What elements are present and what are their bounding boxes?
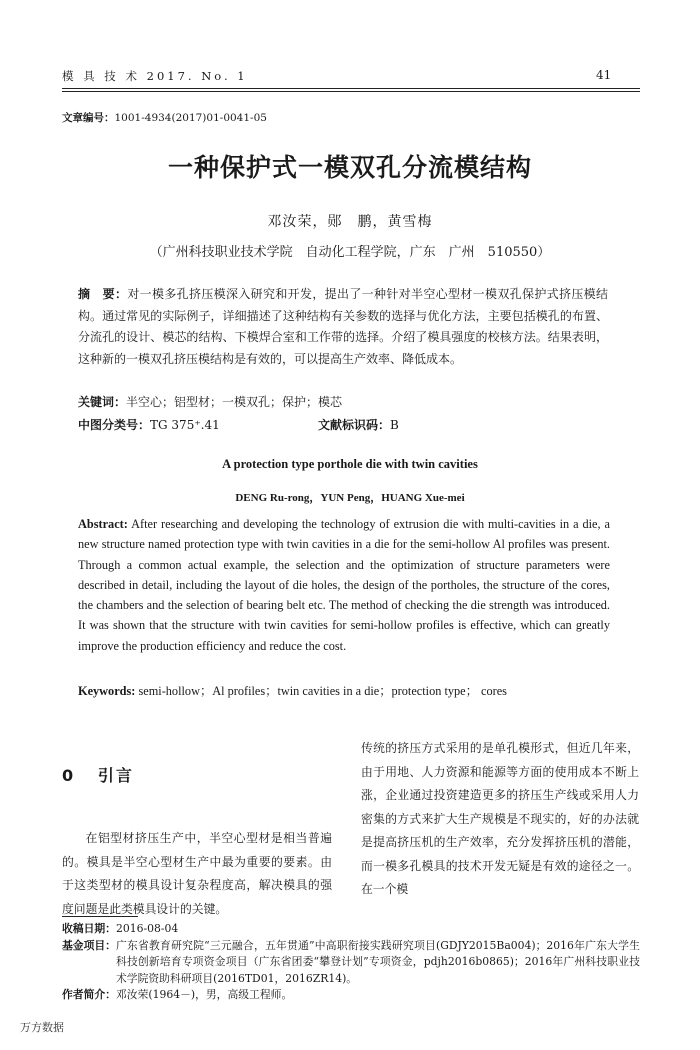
article-number-label: 文章编号： [62,112,115,124]
keywords-en [78,681,507,699]
journal-header: 模 具 技 术 2017. No. 1 [62,69,248,83]
body-paragraph-continued: 传统的挤压方式采用的是单孔模形式，但近几年来，由于用地、人力资源和能源等方面的使用成本不断上涨，企业通过投资建造更多的挤压生产线或采用人力密集的方式来扩大生产规模是不现实的，好的办法就是提高挤压机的生产效率，充分发挥挤压机的潜能，而一模多孔模具的技术开发无疑是有效的途径之一。在一个模 [361,741,639,896]
abstract-zh-label: 摘 要： [78,287,128,301]
body-paragraph: 在铝型材挤压生产中，半空心型材是相当普遍的。模具是半空心型材生产中最为重要的要素。由于这类型材的模具设计复杂程度高，解决模具的强度问题是此类模具设计的关键。 [62,831,332,916]
classification-label: 中图分类号： [78,418,151,432]
abstract-en [78,514,610,656]
keywords-zh-value: 半空心；铝型材；一模双孔；保护；模芯 [126,395,343,409]
abstract-en-label: Abstract: [78,517,128,531]
footnote-author-bio [62,987,640,1004]
footnote-received-label: 收稿日期： [62,922,116,935]
article-number [62,110,267,125]
article-number-value: 1001-4934(2017)01-0041-05 [114,112,267,124]
footnote-rule [62,916,138,917]
footnote-author-bio-value: 邓汝荣(1964－)，男，高级工程师。 [115,988,293,1001]
abstract-zh [78,284,608,370]
english-authors: DENG Ru-rong，YUN Peng，HUANG Xue-mei [235,492,465,504]
footnote-fund [62,938,640,988]
doc-code [318,416,399,433]
authors: 邓汝荣，郧 鹏，黄雪梅 [267,214,433,230]
doc-code-value: B [390,418,399,432]
section-title: 引言 [97,766,134,785]
affiliation: （广州科技职业技术学院 自动化工程学院，广东 广州 510550） [149,245,551,260]
abstract-en-text: After researching and developing the technology of extrusion die with multi-cavities in a die, a new structure named protection type with twin cavities in a die for the semi-hollow Al profiles was present. Through a common actual example, the selection and the optimization of structure parameters were described in detail, including the layout of die holes, the design of the portholes, the structure of the cores, the chambers and the selection of bearing belt etc. The method of checking the die strength was introduced. It was shown that the structure with twin cavities for semi-hollow profiles is effective, which can greatly improve the production efficiency and reduce the cost. [78,517,610,653]
classification [78,416,220,433]
footnote-fund-value: 广东省教育研究院“三元融合，五年贯通”中高职衔接实践研究项目(GDJY2015Ba004)；2016年广东大学生科技创新培育专项资金项目（广东省团委“攀登计划”专项资金，pdjh2016b0865)；2016年广州科技职业技术学院资助科研项目(2016TD01，2016ZR14)。 [115,938,640,985]
keywords-en-label: Keywords: [78,684,136,698]
body-column-right [361,737,639,902]
footnote-author-bio-label: 作者简介： [62,988,116,1001]
keywords-en-value: semi-hollow；Al profiles；twin cavities in a die；protection type； cores [135,684,507,698]
section-heading [62,763,134,786]
body-column-left [62,827,332,921]
header-rule-thin [62,91,640,92]
section-number: 0 [62,766,76,785]
classification-value: TG 375⁺.41 [150,418,220,432]
keywords-zh-label: 关键词： [78,395,127,409]
english-title: A protection type porthole die with twin cavities [222,457,478,471]
footnote-received-value: 2016-08-04 [115,922,179,935]
abstract-zh-text: 对一模多孔挤压模深入研究和开发，提出了一种针对半空心型材一模双孔保护式挤压模结构。通过常见的实际例子，详细描述了这种结构有关参数的选择与优化方法，主要包括模孔的布置、分流孔的设计、模芯的结构、下模焊合室和工作带的选择。介绍了模具强度的校核方法。结果表明，这种新的一模双孔挤压模结构是有效的，可以提高生产效率、降低成本。 [78,287,608,366]
footnote-fund-label: 基金项目： [62,938,116,952]
watermark-footer: 万方数据 [20,1021,64,1034]
footnotes [62,921,640,1004]
paper-title: 一种保护式一模双孔分流模结构 [167,153,532,182]
doc-code-label: 文献标识码： [318,418,391,432]
header-rule [62,88,640,89]
keywords-zh [78,393,342,410]
footnote-received [62,921,640,938]
page-number: 41 [596,68,612,82]
